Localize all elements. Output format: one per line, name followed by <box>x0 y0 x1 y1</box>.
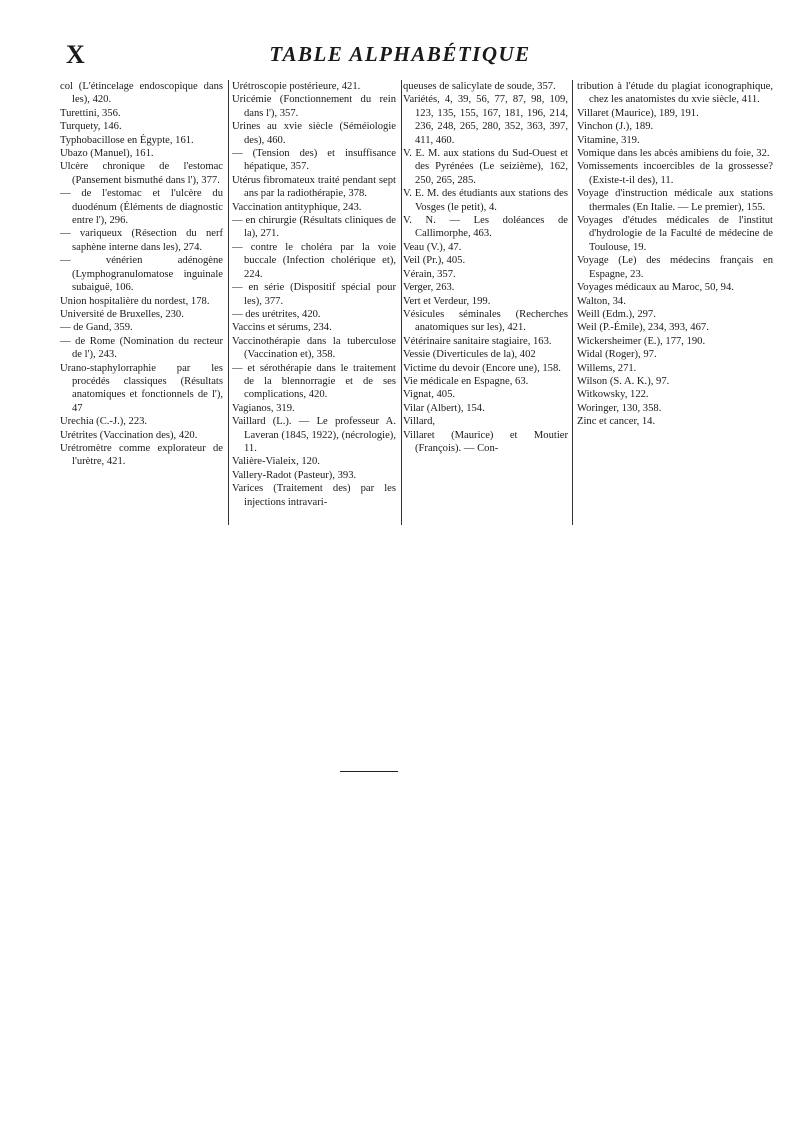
index-entry: Vérain, 357. <box>403 268 456 280</box>
index-column-3 <box>403 80 568 455</box>
index-entry: Vinchon (J.), 189. <box>577 121 654 133</box>
index-entry: Vallery-Radot (Pasteur), 393. <box>232 469 357 481</box>
page-title: TABLE ALPHABÉTIQUE <box>269 42 531 66</box>
index-entry: Villaret (Maurice), 189, 191. <box>577 107 699 119</box>
index-entry: — des urétrites, 420. <box>232 308 321 320</box>
index-entry: Vomissements incoercibles de la grossesse? (Existe-t-il des), 11. <box>577 161 773 186</box>
index-entry: Université de Bruxelles, 230. <box>60 308 184 320</box>
index-entry: Ubazo (Manuel), 161. <box>60 148 154 160</box>
index-entry: Vert et Verdeur, 199. <box>403 295 491 307</box>
index-entry: — (Tension des) et insuffisance hépatique, 357. <box>232 148 396 173</box>
index-column-2 <box>232 80 396 509</box>
index-entry: Variétés, 4, 39, 56, 77, 87, 98, 109, 123, 135, 155, 167, 181, 196, 214, 236, 248, 265, 280, 352, 363, 397, 411, 460. <box>403 94 568 146</box>
index-entry: Vésicules séminales (Recherches anatomiques sur les), 421. <box>403 308 568 334</box>
index-entry: Vomique dans les abcès amibiens du foie, 32. <box>577 148 770 160</box>
index-entry: Voyages médicaux au Maroc, 50, 94. <box>577 282 734 294</box>
index-entry: Vétérinaire sanitaire stagiaire, 163. <box>403 335 552 347</box>
index-entry: Vignat, 405. <box>403 389 456 401</box>
index-entry: V. E. M. aux stations du Sud-Ouest et des Pyrénées (Le seizième), 162, 250, 265, 285. <box>403 148 568 186</box>
index-column-1 <box>60 80 223 469</box>
index-entry: Widal (Roger), 97. <box>577 349 657 361</box>
index-entry: Uricémie (Fonctionnement du rein dans l'), 357. <box>232 94 396 119</box>
index-entry: Wickersheimer (E.), 177, 190. <box>577 335 706 347</box>
index-entry: — de Gand, 359. <box>60 322 133 334</box>
index-entry: Vaccins et sérums, 234. <box>232 322 332 334</box>
index-columns <box>60 80 772 540</box>
index-entry: Urines au xvie siècle (Séméiologie des), 460. <box>232 121 396 146</box>
index-column-4 <box>577 80 773 429</box>
index-entry: Villard, <box>403 416 436 428</box>
index-entry: Turquety, 146. <box>60 121 122 133</box>
index-entry: Urétroscopie postérieure, 421. <box>232 81 361 92</box>
index-entry: Veil (Pr.), 405. <box>403 255 466 267</box>
index-entry: — de l'estomac et l'ulcère du duodénum (Éléments de diagnostic entre l'), 296. <box>60 188 223 227</box>
index-entry: queuses de salicylate de soude, 357. <box>403 81 556 92</box>
index-entry: — en chirurgie (Résultats cliniques de la), 271. <box>232 215 396 240</box>
index-entry: — en série (Dispositif spécial pour les), 377. <box>232 282 396 307</box>
index-entry: Ulcère chronique de l'estomac (Pansement bismuthé dans l'), 377. <box>60 161 223 186</box>
index-entry: Vie médicale en Espagne, 63. <box>403 375 529 387</box>
index-entry: Witkowsky, 122. <box>577 389 649 401</box>
end-rule <box>340 771 398 772</box>
index-entry: Vessie (Diverticules de la), 402 <box>403 349 536 361</box>
index-entry: Varices (Traitement des) par les injections intravari- <box>232 483 396 508</box>
index-entry: Vaccination antityphique, 243. <box>232 201 362 213</box>
index-entry: Vagianos, 319. <box>232 402 295 414</box>
index-entry: tribution à l'étude du plagiat iconographique, chez les anatomistes du xvie siècle, 411. <box>577 81 773 106</box>
index-entry: Vaillard (L.). — Le professeur A. Laveran (1845, 1922), (nécrologie), 11. <box>232 416 396 454</box>
index-entry: Verger, 263. <box>403 282 455 294</box>
index-entry: — contre le choléra par la voie buccale (Infection cholérique et), 224. <box>232 241 396 280</box>
index-entry: Valière-Vialeix, 120. <box>232 456 320 468</box>
index-entry: Villaret (Maurice) et Moutier (François). — Con- <box>403 429 568 454</box>
index-entry: Typhobacillose en Égypte, 161. <box>60 134 194 146</box>
index-entry: Urano-staphylorraphie par les procédés classiques (Résultats anatomiques et fonctionnels de l'), 47 <box>60 362 223 414</box>
index-entry: Veau (V.), 47. <box>403 241 462 253</box>
index-entry: col (L'étincelage endoscopique dans les), 420. <box>60 81 223 106</box>
index-entry: — vénérien adénogène (Lymphogranulomatose inguinale subaiguë, 106. <box>60 255 223 294</box>
index-entry: Zinc et cancer, 14. <box>577 416 656 428</box>
index-entry: Voyage d'instruction médicale aux stations thermales (En Italie. — Le premier), 155. <box>577 188 773 213</box>
index-entry: Union hospitalière du nordest, 178. <box>60 295 210 307</box>
index-entry: Vitamine, 319. <box>577 134 640 146</box>
index-entry: Voyages d'études médicales de l'institut d'hydrologie de la Faculté de médecine de Toulouse, 19. <box>577 215 773 253</box>
index-entry: Vilar (Albert), 154. <box>403 402 485 414</box>
index-entry: Weill (Edm.), 297. <box>577 308 656 320</box>
index-entry: Urétromètre comme explorateur de l'urètre, 421. <box>60 442 223 468</box>
index-entry: Weil (P.-Émile), 234, 393, 467. <box>577 322 709 334</box>
index-entry: — et sérothérapie dans le traitement de la blennorragie et de ses complications, 420. <box>232 362 396 401</box>
index-entry: Voyage (Le) des médecins français en Espagne, 23. <box>577 255 773 280</box>
index-entry: — de Rome (Nomination du recteur de l'), 243. <box>60 335 223 361</box>
page-number: X <box>66 40 86 69</box>
index-entry: Urétrites (Vaccination des), 420. <box>60 429 198 441</box>
index-entry: Urechia (C.-J.), 223. <box>60 416 148 428</box>
index-entry: Willems, 271. <box>577 362 637 374</box>
index-entry: V. E. M. des étudiants aux stations des Vosges (le petit), 4. <box>403 188 568 213</box>
index-entry: Woringer, 130, 358. <box>577 402 662 414</box>
index-entry: — variqueux (Résection du nerf saphène interne dans les), 274. <box>60 228 223 253</box>
index-entry: Utérus fibromateux traité pendant sept ans par la radiothérapie, 378. <box>232 174 396 200</box>
index-entry: Turettini, 356. <box>60 107 121 119</box>
index-entry: Victime du devoir (Encore une), 158. <box>403 362 561 374</box>
index-entry: Vaccinothérapie dans la tuberculose (Vaccination et), 358. <box>232 335 396 361</box>
index-entry: Wilson (S. A. K.), 97. <box>577 375 670 387</box>
index-entry: Walton, 34. <box>577 295 626 307</box>
index-entry: V. N. — Les doléances de Callimorphe, 463. <box>403 215 568 240</box>
